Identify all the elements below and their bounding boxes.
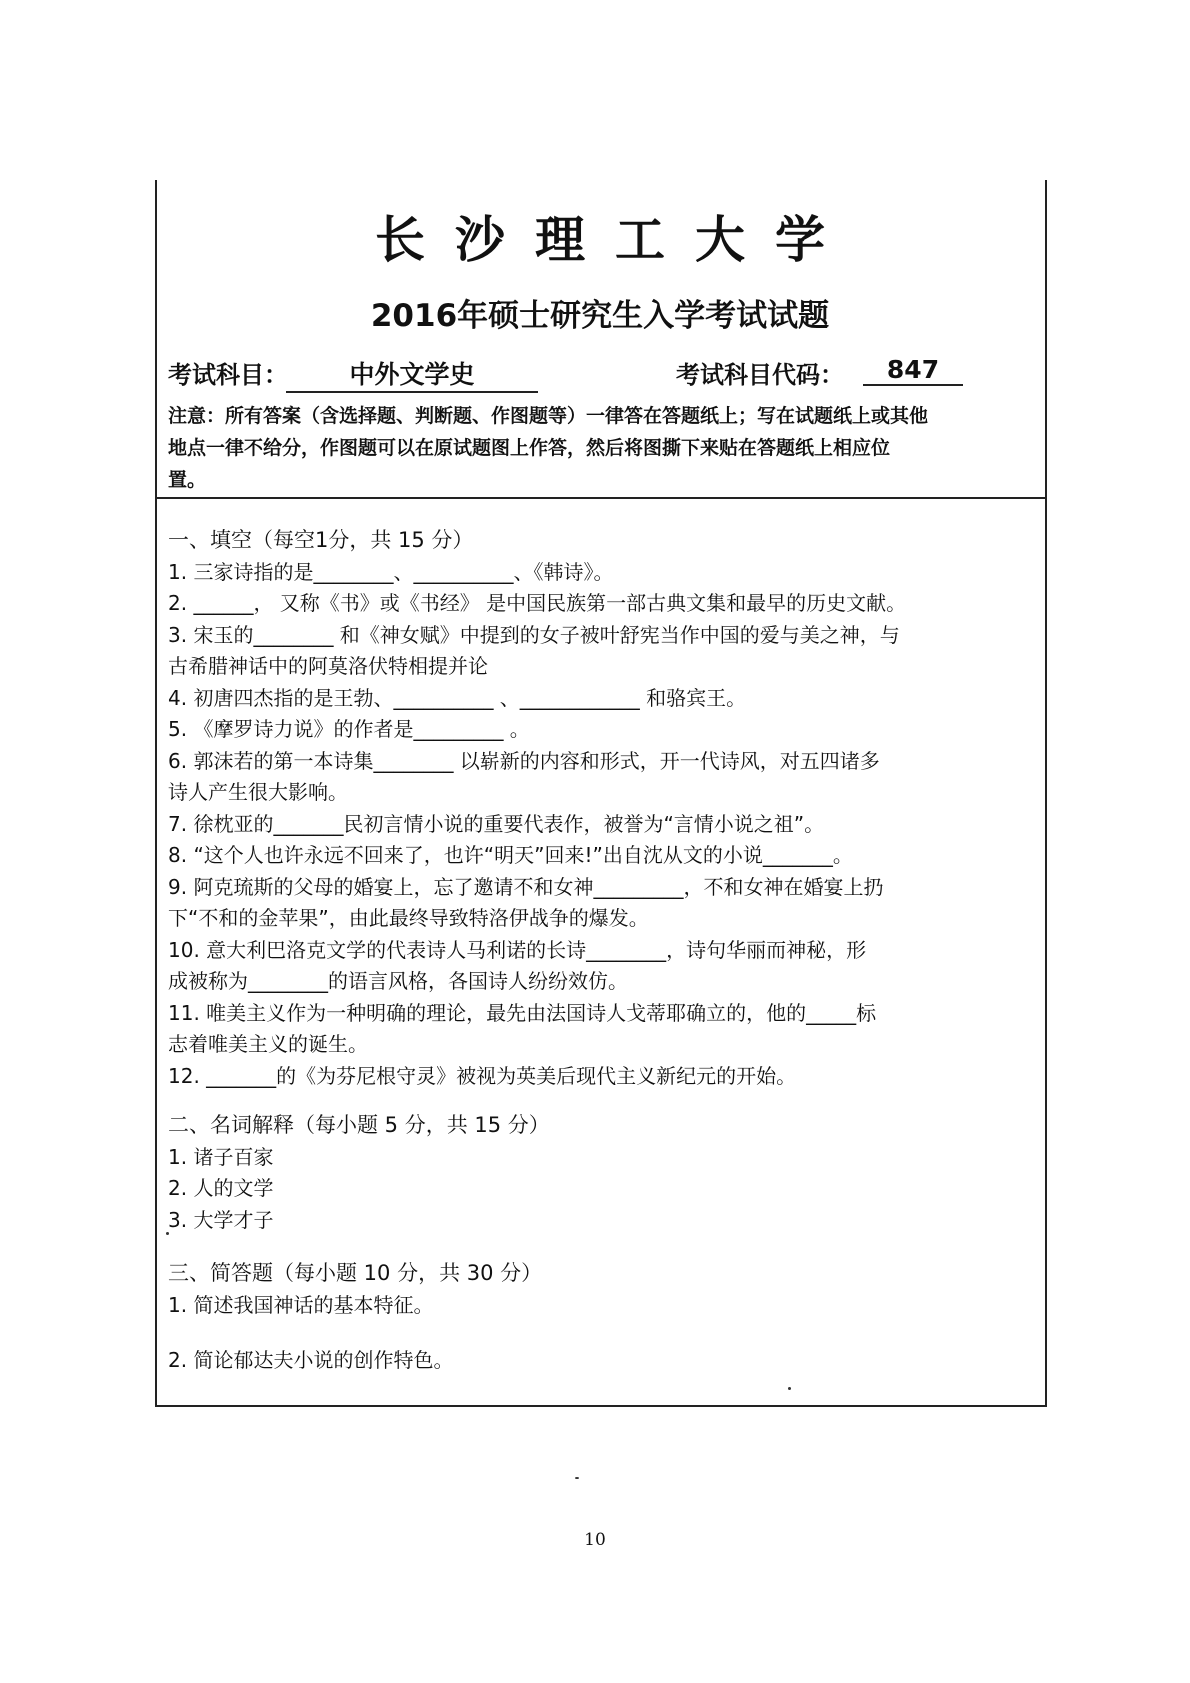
question-line: 6. 郭沫若的第一本诗集________ 以崭新的内容和形式，开一代诗风，对五四诸多 [168, 748, 880, 773]
question-line: 2. ______， 又称《书》或《书经》 是中国民族第一部古典文集和最早的历史文献。 [168, 591, 907, 615]
question-line: 4. 初唐四杰指的是王勃、__________ 、____________ 和骆宾王。 [168, 685, 747, 710]
question-line: 下“不和的金苹果”，由此最终导致特洛伊战争的爆发。 [168, 906, 649, 930]
question-line: 8. “这个人也许永远不回来了，也许“明天”回来!”出自沈从文的小说_______。 [168, 843, 853, 867]
page-number: 10 [584, 1530, 606, 1550]
question-line: 1. 三家诗指的是________、__________、《韩诗》。 [168, 559, 614, 584]
subject-row [168, 355, 1038, 395]
section-heading: 一、填空（每空1分，共 15 分） [168, 528, 474, 552]
question-line: 志着唯美主义的诞生。 [168, 1032, 368, 1056]
question-line: 11. 唯美主义作为一种明确的理论，最先由法国诗人戈蒂耶确立的，他的_____标 [168, 1000, 877, 1025]
question-line: 5. 《摩罗诗力说》的作者是_________ 。 [168, 717, 530, 741]
question-line: 诗人产生很大影响。 [168, 780, 348, 804]
scan-speck [166, 1232, 169, 1235]
notice-line: 置。 [168, 469, 207, 491]
university-title: 长沙理工大学 [375, 211, 855, 269]
notice-line: 注意：所有答案（含选择题、判断题、作图题等）一律答在答题纸上；写在试题纸上或其他 [168, 405, 929, 427]
code-label: 考试科目代码： [676, 361, 844, 389]
question-line: 古希腊神话中的阿莫洛伏特相提并论 [168, 654, 488, 678]
notice-line: 地点一律不给分，作图题可以在原试题图上作答，然后将图撕下来贴在答题纸上相应位 [168, 437, 891, 459]
term-item: 1. 诸子百家 [168, 1144, 274, 1169]
exam-body [168, 525, 1040, 1377]
question-line: 12. _______的《为芬尼根守灵》被视为英美后现代主义新纪元的开始。 [168, 1063, 797, 1088]
term-item: 3. 大学才子 [168, 1207, 274, 1232]
exam-title: 2016年硕士研究生入学考试试题 [370, 298, 830, 334]
header-divider [155, 497, 1045, 499]
subject-value: 中外文学史 [286, 355, 538, 393]
notice [168, 400, 1038, 496]
question-line: 7. 徐枕亚的_______民初言情小说的重要代表作，被誉为“言情小说之祖”。 [168, 811, 825, 836]
short-answer-item: 1. 简述我国神话的基本特征。 [168, 1292, 434, 1317]
code-value: 847 [863, 355, 963, 386]
question-line: 成被称为________的语言风格，各国诗人纷纷效仿。 [168, 969, 628, 993]
scan-speck [575, 1477, 579, 1479]
short-answer-item: 2. 简论郁达夫小说的创作特色。 [168, 1348, 454, 1372]
question-line: 10. 意大利巴洛克文学的代表诗人马利诺的长诗________，诗句华丽而神秘，形 [168, 937, 867, 962]
scan-speck [788, 1387, 791, 1390]
subject-label: 考试科目： [168, 361, 288, 389]
section-heading: 二、名词解释（每小题 5 分，共 15 分） [168, 1113, 550, 1137]
question-line: 9. 阿克琉斯的父母的婚宴上，忘了邀请不和女神_________，不和女神在婚宴上扔 [168, 874, 884, 899]
term-item: 2. 人的文学 [168, 1176, 274, 1200]
section-heading: 三、简答题（每小题 10 分，共 30 分） [168, 1261, 543, 1285]
question-line: 3. 宋玉的________ 和《神女赋》中提到的女子被叶舒宪当作中国的爱与美之神，与 [168, 622, 900, 647]
